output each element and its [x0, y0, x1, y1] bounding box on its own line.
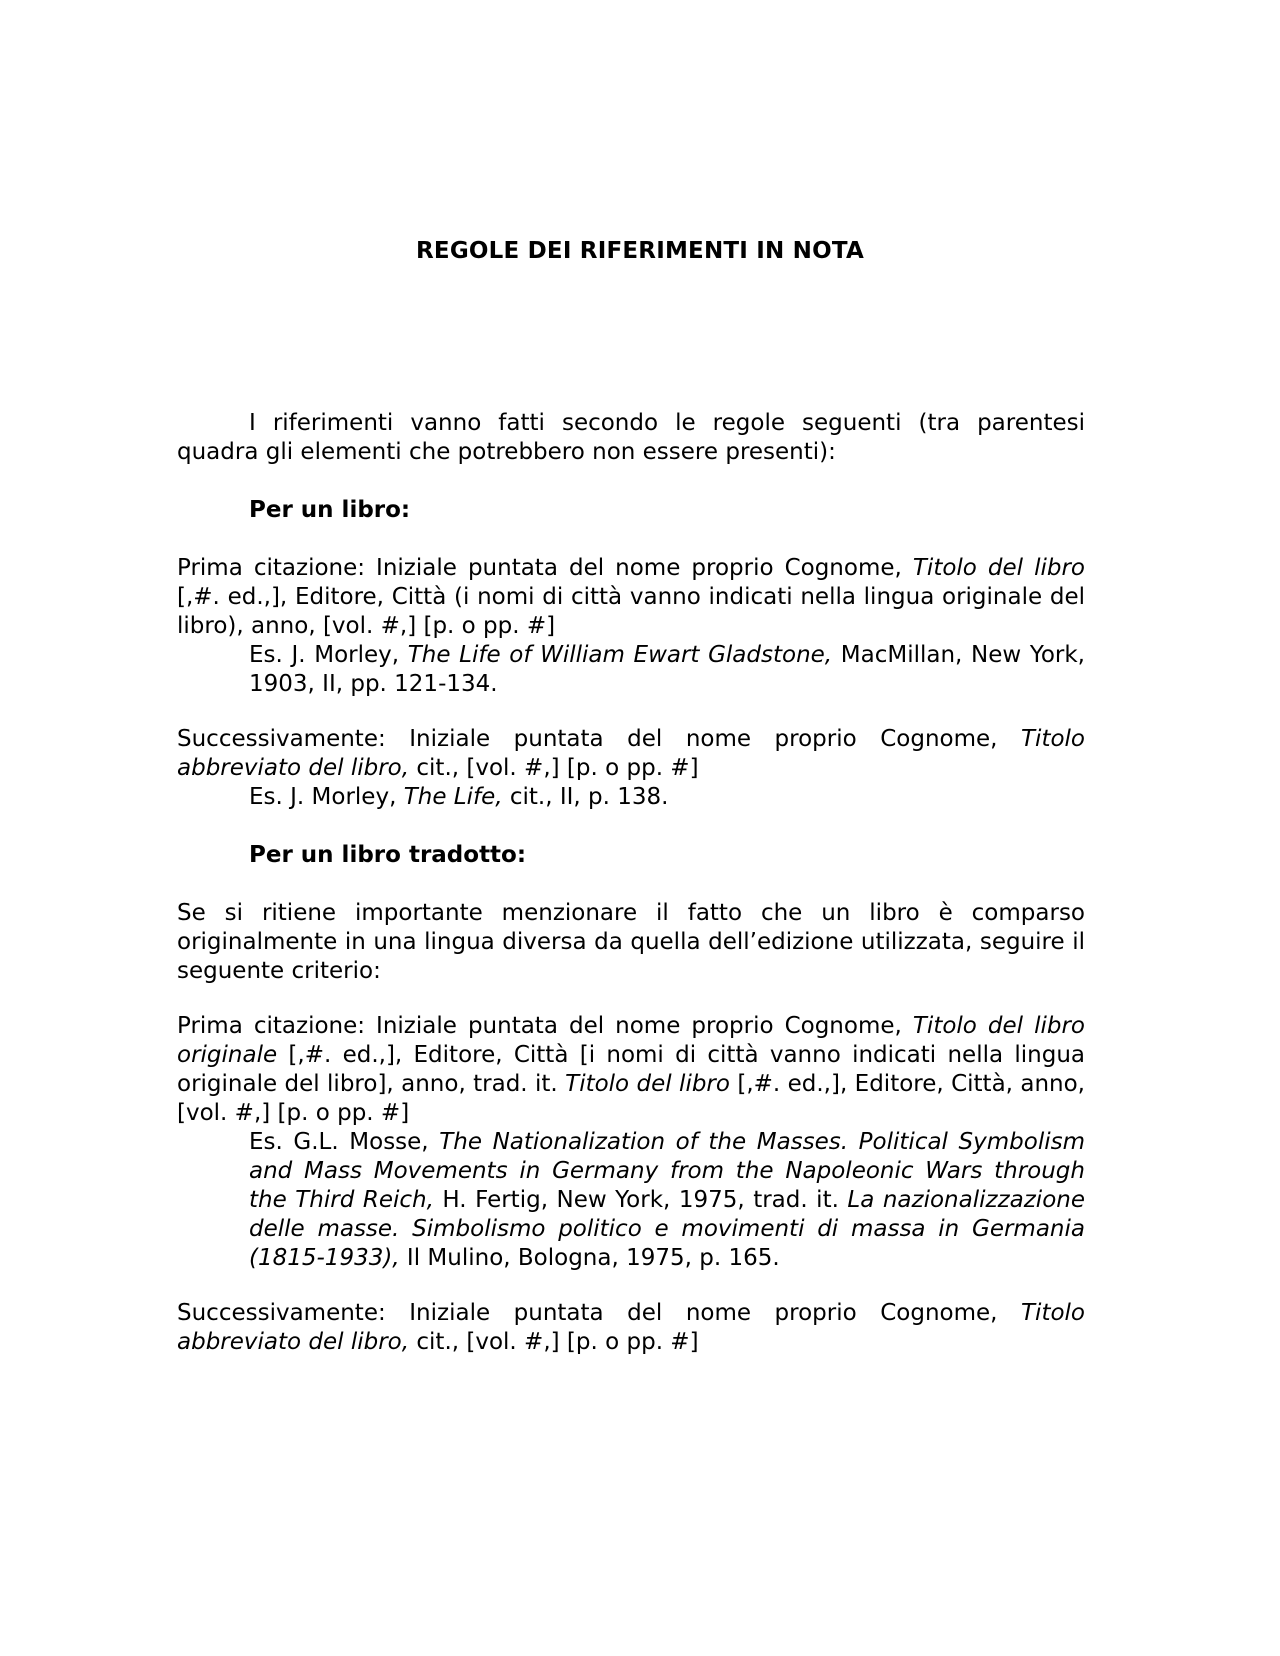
translated-first-citation-example: Es. G.L. Mosse, The Nationalization of the Masses. Political Symbolism and Mass Movements in Germany from the Napoleonic Wars through the Third Reich, H. Fertig, New York, 1975, trad. it. La nazionalizzazione delle masse. Simbolismo politico e movimenti di massa in Germania (1815-1933), Il Mulino, Bologna, 1975, p. 165.: [249, 1129, 1085, 1271]
section-heading-translated-book: Per un libro tradotto:: [249, 842, 527, 868]
book-first-citation-example: Es. J. Morley, The Life of William Ewart Gladstone, MacMillan, New York, 1903, II, pp. 121-134.: [249, 642, 1085, 697]
book-subsequent-rule: Successivamente: Iniziale puntata del nome proprio Cognome, Titolo abbreviato del libro, cit., [vol. #,] [p. o pp. #]: [177, 726, 1085, 781]
book-first-citation-rule: Prima citazione: Iniziale puntata del nome proprio Cognome, Titolo del libro [,#. ed.,], Editore, Città (i nomi di città vanno indicati nella lingua originale del libro), anno, [vol. #,] [p. o pp. #]: [177, 555, 1085, 639]
section-heading-book: Per un libro:: [249, 497, 411, 523]
book-subsequent-example: Es. J. Morley, The Life, cit., II, p. 138.: [249, 784, 669, 810]
translated-intro-paragraph: Se si ritiene importante menzionare il fatto che un libro è comparso originalmente in una lingua diversa da quella dell’edizione utilizzata, seguire il seguente criterio:: [177, 900, 1085, 984]
page-title: REGOLE DEI RIFERIMENTI IN NOTA: [416, 238, 864, 264]
document-body: [177, 409, 1085, 1357]
intro-paragraph: I riferimenti vanno fatti secondo le regole seguenti (tra parentesi quadra gli elementi che potrebbero non essere presenti):: [177, 410, 1085, 465]
translated-subsequent-rule: Successivamente: Iniziale puntata del nome proprio Cognome, Titolo abbreviato del libro, cit., [vol. #,] [p. o pp. #]: [177, 1300, 1085, 1355]
translated-first-citation-rule: Prima citazione: Iniziale puntata del nome proprio Cognome, Titolo del libro originale [,#. ed.,], Editore, Città [i nomi di città vanno indicati nella lingua originale del libro], anno, trad. it. Titolo del libro [,#. ed.,], Editore, Città, anno, [vol. #,] [p. o pp. #]: [177, 1013, 1085, 1126]
